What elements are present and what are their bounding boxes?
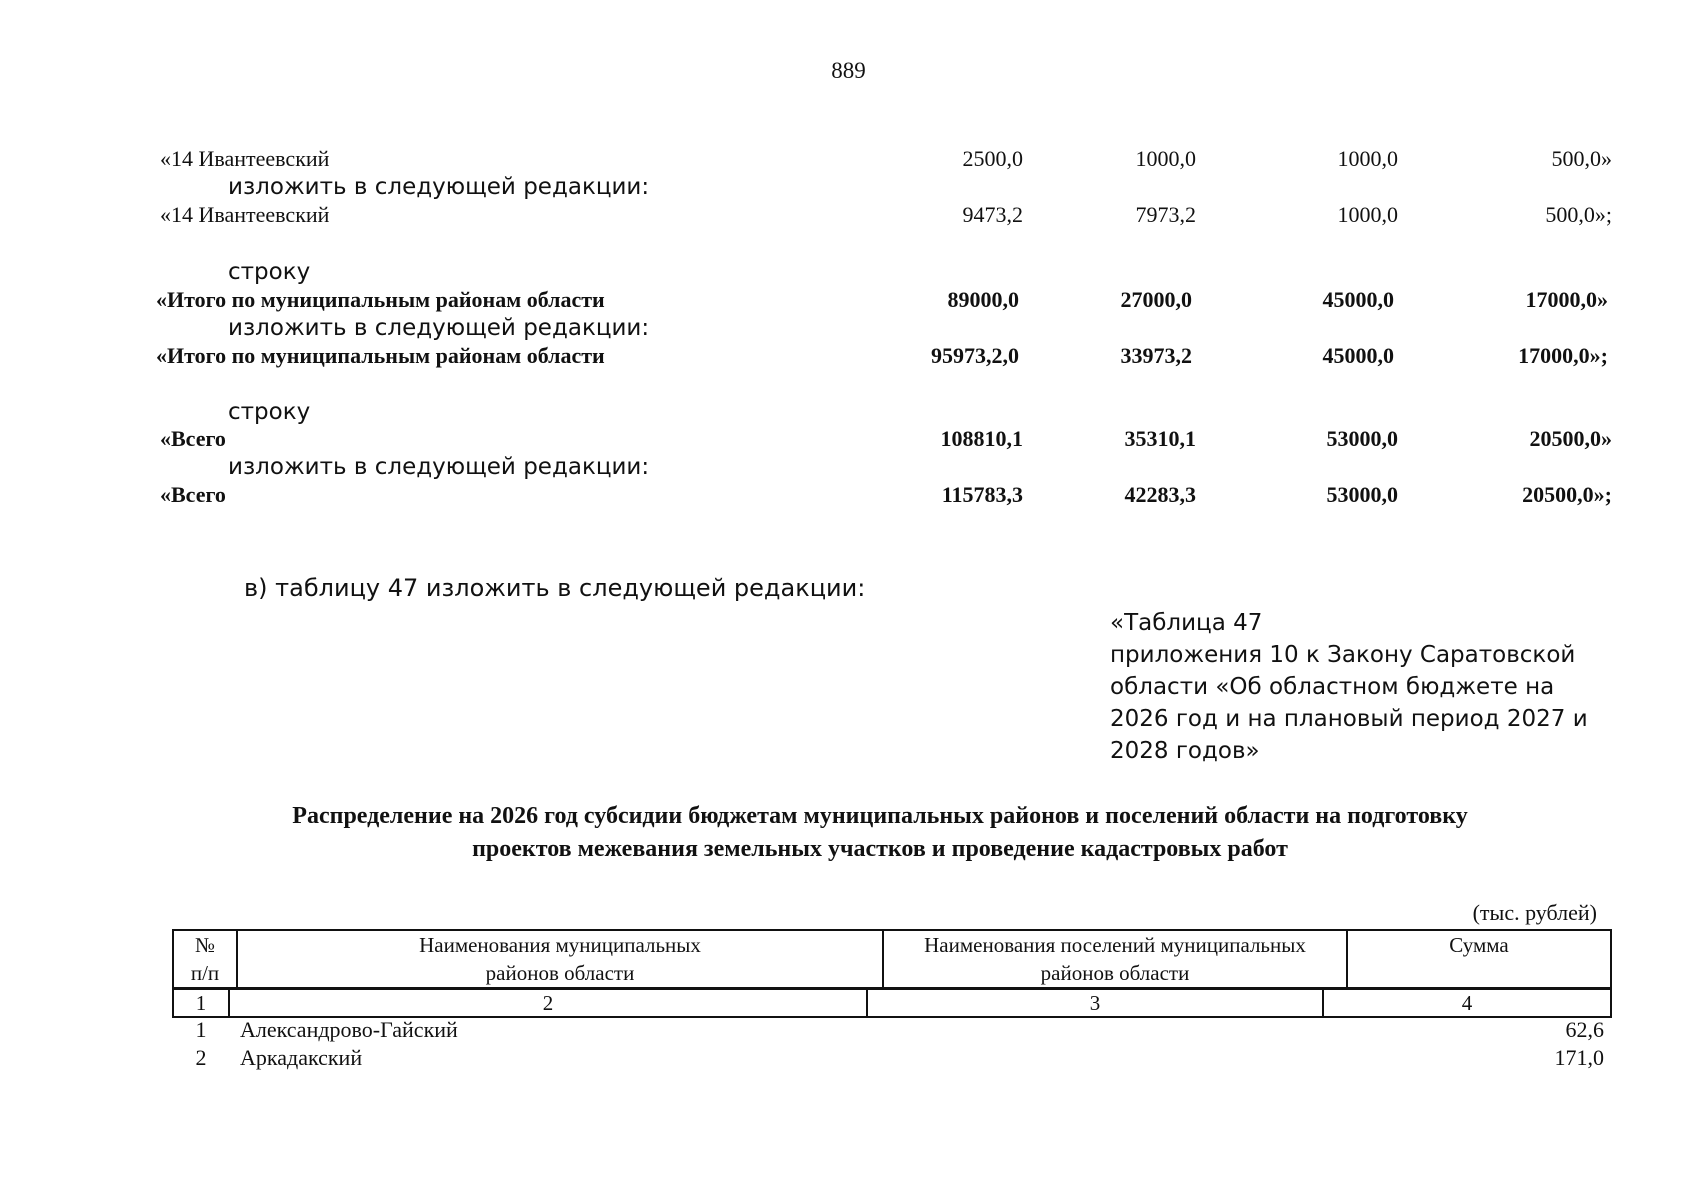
table-header <box>172 929 1612 989</box>
table-column-numbers <box>172 988 1612 1018</box>
row-label: «Итого по муниципальным районам области <box>156 287 605 312</box>
row-label: «Всего <box>160 426 226 451</box>
instruction-text: в) таблицу 47 изложить в следующей редакции: <box>244 574 866 602</box>
row-value-2028: 500,0» <box>1551 146 1612 171</box>
row-label: «Всего <box>160 482 226 507</box>
amendment-row-14-old <box>160 144 1612 174</box>
column-number: 1 <box>173 989 229 1017</box>
row-sum: 171,0 <box>1554 1045 1604 1070</box>
row-sum: 62,6 <box>1565 1017 1604 1042</box>
row-value-2028: 500,0»; <box>1545 202 1612 227</box>
row-value-2027: 53000,0 <box>1326 426 1398 451</box>
row-number: 2 <box>195 1045 207 1070</box>
row-value-2026: 1000,0 <box>1135 146 1196 171</box>
amendment-intro: строку <box>228 259 311 285</box>
page-number: 889 <box>831 58 866 83</box>
row-value-total: 9473,2 <box>962 202 1023 227</box>
amendment-intro: строку <box>228 399 311 425</box>
row-value-2026: 33973,2 <box>1120 343 1192 368</box>
row-value-2027: 45000,0 <box>1322 287 1394 312</box>
amendment-row-14-new <box>160 200 1612 230</box>
amendment-intro: изложить в следующей редакции: <box>228 174 650 200</box>
row-value-2028: 20500,0»; <box>1522 482 1612 507</box>
row-value-2028: 17000,0» <box>1525 287 1608 312</box>
column-number: 4 <box>1323 989 1611 1017</box>
row-value-total: 89000,0 <box>947 287 1019 312</box>
row-label: «14 Ивантеевский <box>160 146 330 171</box>
row-value-total: 2500,0 <box>962 146 1023 171</box>
column-number: 2 <box>229 989 867 1017</box>
row-label: «Итого по муниципальным районам области <box>156 343 605 368</box>
header-district: Наименования муниципальных районов области <box>237 930 883 988</box>
table-row <box>172 1044 1612 1072</box>
header-settlement: Наименования поселений муниципальных районов области <box>883 930 1347 988</box>
row-value-total: 108810,1 <box>940 426 1023 451</box>
row-value-2026: 35310,1 <box>1124 426 1196 451</box>
amendment-row-itogo-old <box>156 285 1608 315</box>
district-name: Александрово-Гайский <box>240 1017 458 1042</box>
table-title-line: проектов межевания земельных участков и проведение кадастровых работ <box>472 836 1288 862</box>
row-value-2028: 20500,0» <box>1529 426 1612 451</box>
row-value-2027: 1000,0 <box>1337 146 1398 171</box>
row-number: 1 <box>195 1017 207 1042</box>
table-row <box>172 1016 1612 1044</box>
table-title-line: Распределение на 2026 год субсидии бюджетам муниципальных районов и поселений области на подготовку <box>292 803 1468 829</box>
annex-line: области «Об областном бюджете на <box>1110 674 1555 700</box>
annex-line: «Таблица 47 <box>1110 610 1263 636</box>
row-value-2026: 7973,2 <box>1135 202 1196 227</box>
header-sum: Сумма <box>1347 930 1611 988</box>
row-value-2027: 53000,0 <box>1326 482 1398 507</box>
table-title <box>150 800 1610 866</box>
annex-line: приложения 10 к Закону Саратовской <box>1110 642 1576 668</box>
column-number: 3 <box>867 989 1323 1017</box>
amendment-row-vsego-new <box>160 480 1612 510</box>
row-value-2027: 45000,0 <box>1322 343 1394 368</box>
row-value-2027: 1000,0 <box>1337 202 1398 227</box>
unit-label: (тыс. рублей) <box>1472 900 1597 925</box>
row-value-total: 95973,2,0 <box>931 343 1019 368</box>
row-value-2026: 42283,3 <box>1124 482 1196 507</box>
annex-line: 2026 год и на плановый период 2027 и <box>1110 706 1588 732</box>
header-num: № п/п <box>173 930 237 988</box>
row-value-2026: 27000,0 <box>1120 287 1192 312</box>
district-name: Аркадакский <box>240 1045 363 1070</box>
amendment-intro: изложить в следующей редакции: <box>228 454 650 480</box>
annex-line: 2028 годов» <box>1110 738 1260 764</box>
amendment-intro: изложить в следующей редакции: <box>228 315 650 341</box>
row-value-2028: 17000,0»; <box>1518 343 1608 368</box>
amendment-row-vsego-old <box>160 424 1612 454</box>
annex-reference <box>1110 607 1598 767</box>
row-value-total: 115783,3 <box>941 482 1023 507</box>
amendment-row-itogo-new <box>156 341 1608 371</box>
row-label: «14 Ивантеевский <box>160 202 330 227</box>
